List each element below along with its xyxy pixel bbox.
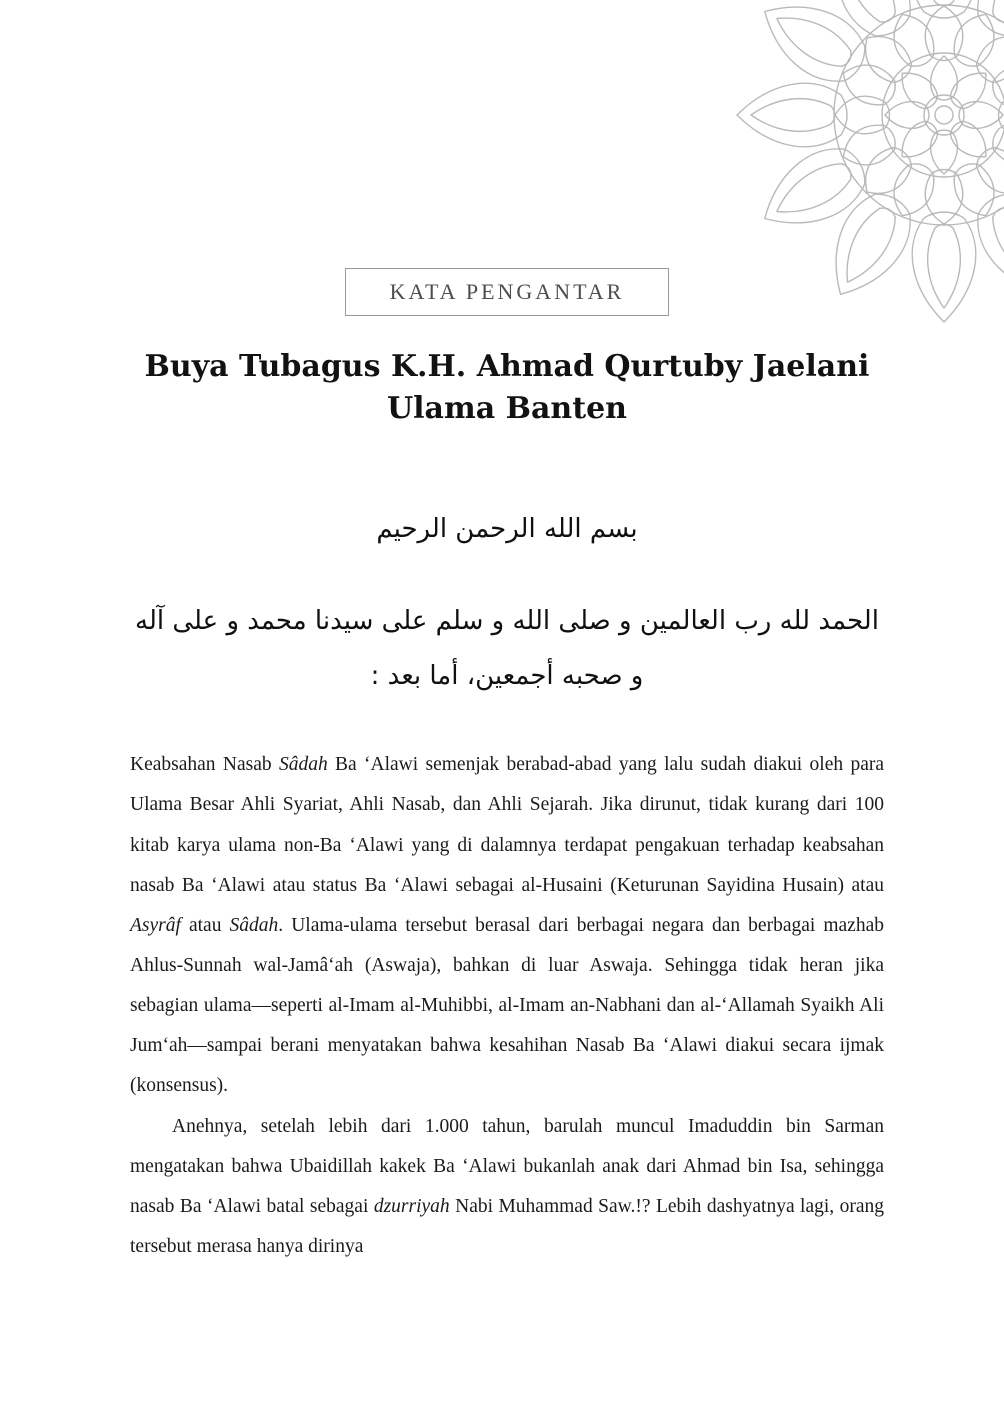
body-paragraphs — [130, 745, 884, 1267]
italic-text-run: Sâdah — [278, 754, 328, 776]
section-label: KATA PENGANTAR — [389, 279, 625, 304]
basmalah-text: بسم الله الرحمن الرحيم — [376, 514, 638, 544]
text-run: Anehnya, setelah lebih dari 1.000 tahun, barulah muncul Imaduddin bin Sarman mengatakan bahwa Ubaidillah kakek Ba ‘Alawi bukanlah anak dari Ahmad bin Isa, sehingga nasab Ba ‘Alawi batal sebagai — [130, 1115, 884, 1217]
paragraph — [130, 1107, 884, 1268]
arabic-praise-line-1: الحمد لله رب العالمين و صلى الله و سلم على سيدنا محمد و على آله — [135, 606, 879, 636]
text-run: Ba ‘Alawi semenjak berabad-abad yang lalu sudah diakui oleh para Ulama Besar Ahli Syariat, Ahli Nasab, dan Ahli Sejarah. Jika dirunut, tidak kurang dari 100 kitab karya ulama non-Ba ‘Alawi yang di dalamnya terdapat pengakuan terhadap keabsahan nasab Ba ‘Alawi atau status Ba ‘Alawi sebagai al-Husaini (Keturunan Sayidina Husain) atau — [130, 754, 885, 896]
chapter-title-line-2: Ulama Banten — [387, 391, 627, 426]
arabic-praise-line-2: و صحبه أجمعين، أما بعد : — [370, 660, 644, 691]
italic-text-run: Sâdah — [229, 914, 279, 936]
text-run: atau — [180, 914, 230, 936]
chapter-title-line-1: Buya Tubagus K.H. Ahmad Qurtuby Jaelani — [144, 349, 870, 384]
arabic-praise-text — [130, 594, 884, 703]
chapter-title — [130, 346, 884, 430]
text-run: Keabsahan Nasab — [130, 754, 279, 776]
section-label-box — [345, 268, 670, 316]
text-run: . Ulama-ulama tersebut berasal dari berbagai negara dan berbagai mazhab Ahlus-Sunnah wal-Jamâ‘ah (Aswaja), bahkan di luar Aswaja. Sehingga tidak heran jika sebagian ulama—seperti al-Imam al-Muhibbi, al-Imam an-Nabhani dan al-‘Allamah Syaikh Ali Jum‘ah—sampai berani menyatakan bahwa kesahihan Nasab Ba ‘Alawi diakui secara ijmak (konsensus). — [130, 914, 884, 1097]
text-run: Nabi Muhammad Saw.!? Lebih dashyatnya lagi, orang tersebut merasa hanya dirinya — [130, 1195, 885, 1258]
paragraph — [130, 745, 884, 1106]
italic-text-run: dzurriyah — [373, 1195, 450, 1217]
italic-text-run: Asyrâf — [130, 914, 181, 936]
